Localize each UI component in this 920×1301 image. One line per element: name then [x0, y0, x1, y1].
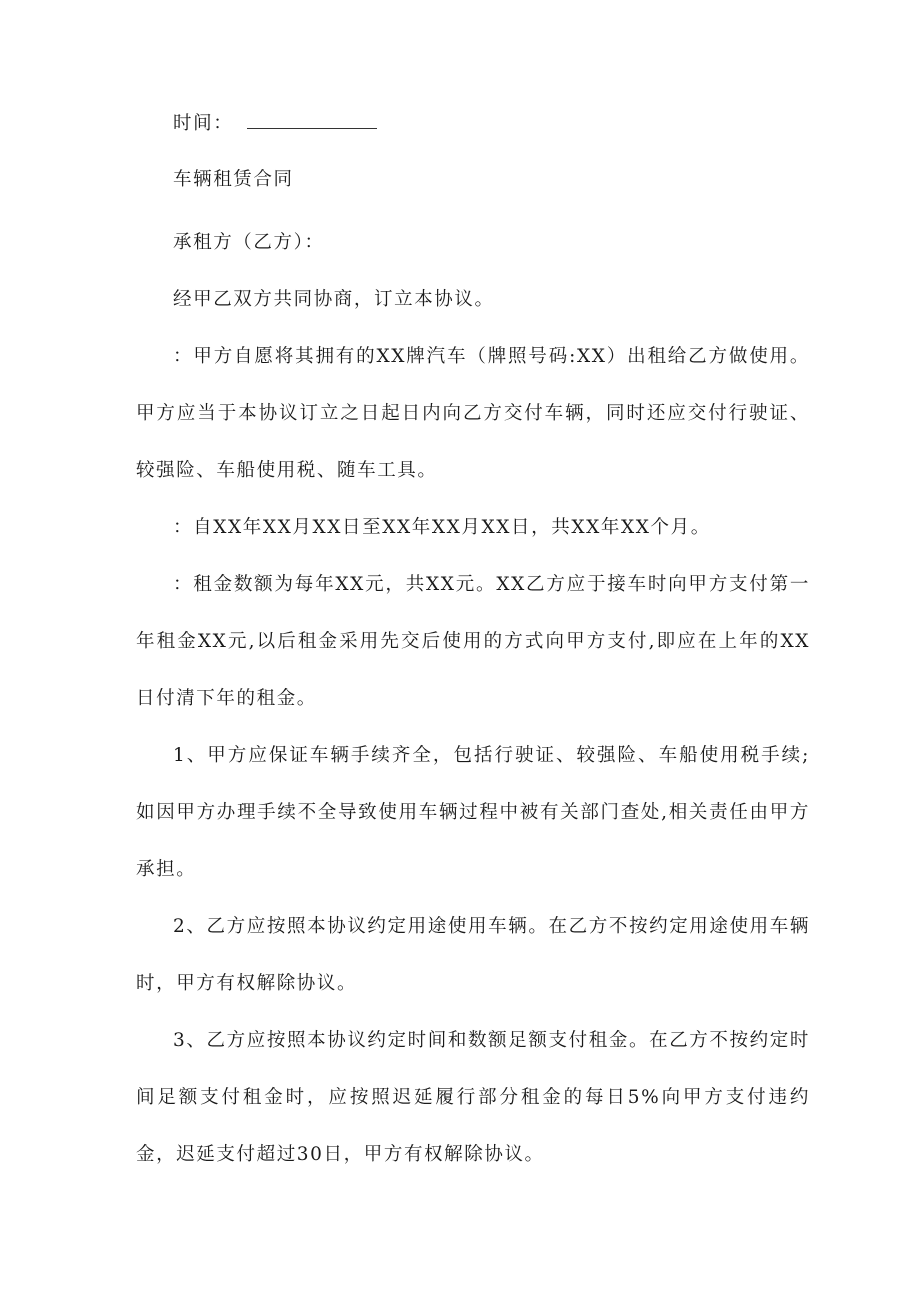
- paragraph-item-2: 2、乙方应按照本协议约定用途使用车辆。在乙方不按约定用途使用车辆时，甲方有权解除协议。: [136, 916, 810, 994]
- lessee-label: 承租方（乙方）：: [173, 232, 325, 253]
- paragraph-term: ：自XX年XX月XX日至XX年XX月XX日，共XX年XX个月。: [173, 517, 711, 538]
- time-blank-line: [247, 110, 377, 129]
- time-row: [136, 104, 810, 139]
- paragraph-item-3: 3、乙方应按照本协议约定时间和数额足额支付租金。在乙方不按约定时间足额支付租金时，应按照迟延履行部分租金的每日5%向甲方支付违约金，迟延支付超过30日，甲方有权解除协议。: [136, 1030, 810, 1165]
- time-label: 时间：: [173, 112, 234, 134]
- paragraph-intro: 经甲乙双方共同协商，订立本协议。: [173, 289, 495, 310]
- paragraph-item-1: 1、甲方应保证车辆手续齐全，包括行驶证、较强险、车船使用税手续;如因甲方办理手续不全导致使用车辆过程中被有关部门查处,相关责任由甲方承担。: [136, 745, 810, 880]
- contract-title: 车辆租赁合同: [173, 169, 294, 190]
- paragraph-rent: ：租金数额为每年XX元，共XX元。XX乙方应于接车时向甲方支付第一年租金XX元,以后租金采用先交后使用的方式向甲方支付,即应在上年的XX日付清下年的租金。: [136, 574, 810, 709]
- paragraph-vehicle: ：甲方自愿将其拥有的XX牌汽车（牌照号码:XX）出租给乙方做使用。甲方应当于本协议订立之日起日内向乙方交付车辆，同时还应交付行驶证、较强险、车船使用税、随车工具。: [136, 346, 810, 481]
